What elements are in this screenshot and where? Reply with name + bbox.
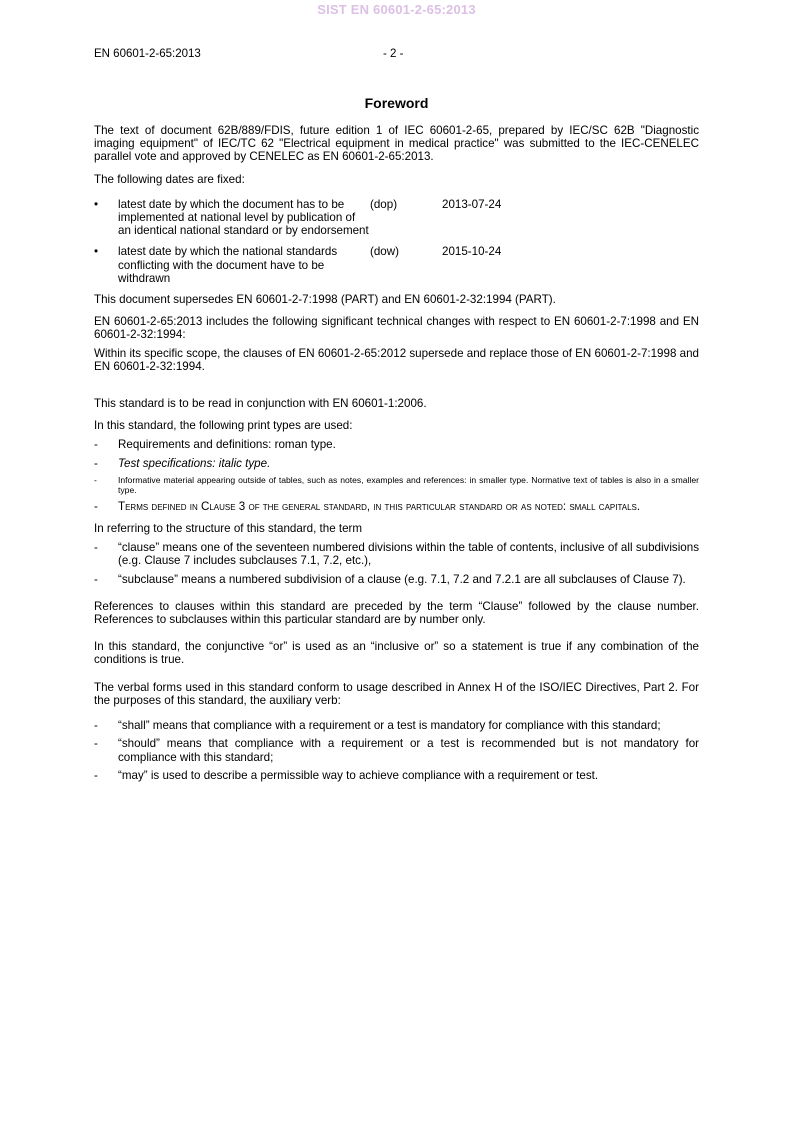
scope-paragraph: Within its specific scope, the clauses of EN 60601-2-65:2012 supersede and replace those of EN 60601-2-7:1998 and EN 60601-2-32:1994. [94, 346, 699, 373]
conjunctive-paragraph: In this standard, the conjunctive “or” is used as an “inclusive or” so a statement is true if any combination of the conditions is true. [94, 640, 699, 667]
print-types-list [94, 438, 699, 513]
intro-paragraph: The text of document 62B/889/FDIS, future edition 1 of IEC 60601-2-65, prepared by IEC/SC 62B "Diagnostic imaging equipment" of IEC/TC 62 "Electrical equipment in medical practice" was submitted to the IEC-CENELEC parallel vote and approved by CENELEC as EN 60601-2-65:2013. [94, 124, 699, 164]
date-value: 2015-10-24 [442, 245, 502, 259]
list-item: - “shall” means that compliance with a requirement or a test is mandatory for compliance with this standard; [94, 719, 661, 733]
changes-paragraph: EN 60601-2-65:2013 includes the following significant technical changes with respect to EN 60601-2-7:1998 and EN 60601-2-32:1994: [94, 315, 699, 342]
list-item: - “may” is used to describe a permissible way to achieve compliance with a requirement or test. [94, 768, 599, 782]
structure-intro: In referring to the structure of this standard, the term [94, 522, 363, 536]
list-item: - “subclause” means a numbered subdivision of a clause (e.g. 7.1, 7.2 and 7.2.1 are all subclauses of Clause 7). [94, 572, 686, 586]
conjunction-paragraph: This standard is to be read in conjunction with EN 60601-1:2006. [94, 397, 427, 411]
date-value: 2013-07-24 [442, 197, 502, 211]
references-paragraph: References to clauses within this standard are preceded by the term “Clause” followed by the clause number. References to subclauses within this particular standard are by number only. [94, 599, 699, 627]
dates-intro: The following dates are fixed: [94, 172, 245, 186]
date-code: (dop) [370, 197, 398, 211]
list-item: - Requirements and definitions: roman type. [94, 438, 336, 452]
verbal-forms-paragraph: The verbal forms used in this standard conform to usage described in Annex H of the ISO/IEC Directives, Part 2. For the purposes of this standard, the auxiliary verb: [94, 680, 699, 707]
watermark: SIST EN 60601-2-65:2013 [317, 2, 476, 17]
supersedes-paragraph: This document supersedes EN 60601-2-7:1998 (PART) and EN 60601-2-32:1994 (PART). [94, 293, 556, 307]
date-description: latest date by which the document has to be implemented at national level by publication of an identical national standard or by endorsement [118, 197, 369, 238]
page-body [94, 94, 699, 791]
print-types-intro: In this standard, the following print types are used: [94, 419, 353, 433]
list-item: - “should” means that compliance with a requirement or a test is recommended but is not mandatory for compliance with this standard; [94, 737, 699, 764]
verbs-list [94, 719, 699, 782]
header-doc-id: EN 60601-2-65:2013 [94, 48, 201, 60]
list-item: - “clause” means one of the seventeen numbered divisions within the table of contents, inclusive of all subdivisions (e.g. Clause 7 includes subclauses 7.1, 7.2, etc.), [94, 541, 699, 568]
bullet-icon: • [94, 245, 99, 259]
page-title: Foreword [364, 95, 429, 111]
dates-list [94, 198, 699, 285]
list-item: - Terms defined in Clause 3 of the general standard, in this particular standard or as noted: small capitals. [94, 499, 641, 513]
date-item-dow [94, 245, 699, 285]
list-item: - Test specifications: italic type. [94, 456, 271, 470]
page-number: - 2 - [383, 48, 404, 60]
list-item: - Informative material appearing outside of tables, such as notes, examples and references: in smaller type. Normative text of tables is also in a smaller type. [94, 474, 699, 495]
date-item-dop [94, 198, 699, 238]
date-description: latest date by which the national standards conflicting with the document have to be withdrawn [118, 245, 338, 285]
bullet-icon: • [94, 197, 99, 211]
structure-list [94, 541, 699, 586]
date-code: (dow) [370, 245, 399, 259]
